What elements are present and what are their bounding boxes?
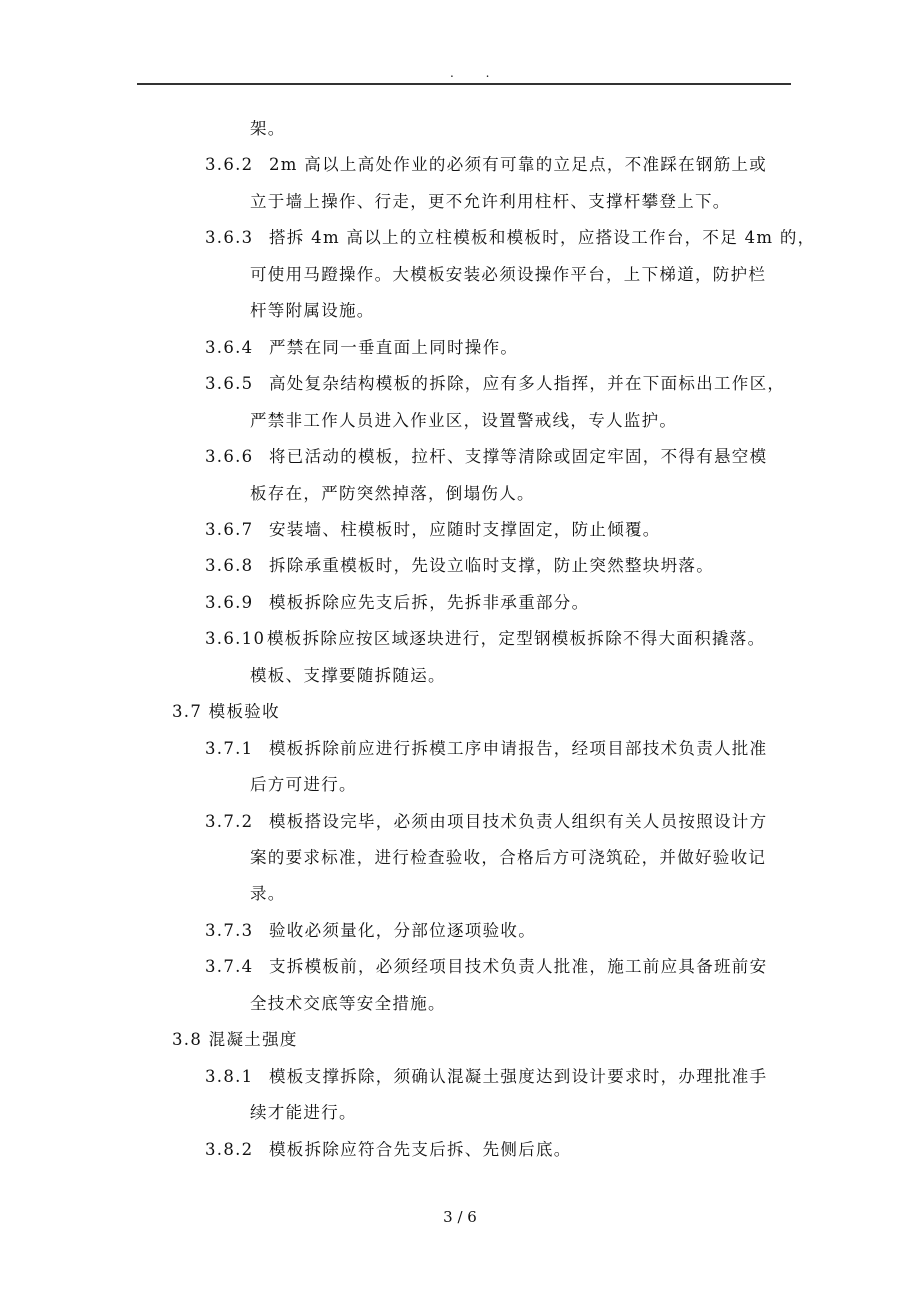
- page-number: 3 / 6: [443, 1208, 477, 1226]
- clause-text: 模板拆除应按区域逐块进行，定型钢模板拆除不得大面积撬落。: [267, 629, 766, 649]
- clause-text: 模板搭设完毕，必须由项目技术负责人组织有关人员按照设计方: [269, 811, 768, 831]
- section-heading: 3.8 混凝土强度: [172, 1030, 298, 1050]
- clause-text: 拆除承重模板时，先设立临时支撑，防止突然整块坍落。: [269, 556, 714, 576]
- clause-text: 模板拆除应符合先支后拆、先侧后底。: [269, 1139, 572, 1159]
- paragraph-line: 立于墙上操作、行走，更不允许利用柱杆、支撑杆攀登上下。: [250, 191, 731, 211]
- clause-number: 3.6.9: [205, 592, 254, 612]
- paragraph-line: 可使用马蹬操作。大模板安装必须设操作平台，上下梯道，防护栏: [250, 264, 767, 284]
- paragraph-line: 后方可进行。: [250, 775, 357, 795]
- clause-number: 3.8.1: [205, 1066, 254, 1086]
- clause-text: 安装墙、柱模板时，应随时支撑固定，防止倾覆。: [269, 519, 661, 539]
- paragraph-line: 模板、支撑要随拆随运。: [250, 665, 446, 685]
- clause-number: 3.6.10: [205, 629, 266, 649]
- clause-number: 3.6.7: [205, 519, 254, 539]
- clause-number: 3.8.2: [205, 1139, 254, 1159]
- clause-number: 3.7.3: [205, 920, 254, 940]
- clause-text: 搭拆 4m 高以上的立柱模板和模板时，应搭设工作台，不足 4m 的，: [269, 228, 816, 248]
- paragraph-line: 板存在，严防突然掉落，倒塌伤人。: [250, 483, 535, 503]
- clause-number: 3.6.5: [205, 374, 254, 394]
- clause-text: 模板支撑拆除，须确认混凝土强度达到设计要求时，办理批准手: [269, 1066, 768, 1086]
- clause-text: 高处复杂结构模板的拆除，应有多人指挥，并在下面标出工作区，: [269, 374, 786, 394]
- clause-text: 模板拆除应先支后拆，先拆非承重部分。: [269, 592, 590, 612]
- clause-number: 3.6.8: [205, 556, 254, 576]
- header-rule: [137, 83, 791, 85]
- clause-number: 3.6.4: [205, 337, 254, 357]
- clause-number: 3.7.1: [205, 738, 254, 758]
- section-heading: 3.7 模板验收: [172, 702, 280, 722]
- clause-text: 模板拆除前应进行拆模工序申请报告，经项目部技术负责人批准: [269, 738, 768, 758]
- paragraph-line: 全技术交底等安全措施。: [250, 993, 446, 1013]
- clause-text: 将已活动的模板，拉杆、支撑等清除或固定牢固，不得有悬空模: [269, 447, 768, 467]
- clause-text: 验收必须量化，分部位逐项验收。: [269, 920, 536, 940]
- clause-number: 3.6.6: [205, 447, 254, 467]
- header-dots: . .: [450, 66, 504, 80]
- clause-number: 3.7.2: [205, 811, 254, 831]
- paragraph-line: 案的要求标准，进行检查验收，合格后方可浇筑砼，并做好验收记: [250, 848, 767, 867]
- clause-text: 支拆模板前，必须经项目技术负责人批准，施工前应具备班前安: [269, 957, 768, 977]
- paragraph-line: 续才能进行。: [250, 1103, 357, 1123]
- clause-text: 2m 高以上高处作业的必须有可靠的立足点，不准踩在钢筋上或: [269, 155, 768, 175]
- paragraph-line: 架。: [250, 119, 286, 138]
- paragraph-line: 严禁非工作人员进入作业区，设置警戒线，专人监护。: [250, 410, 678, 430]
- paragraph-line: 录。: [250, 884, 286, 904]
- paragraph-line: 杆等附属设施。: [250, 301, 375, 321]
- clause-number: 3.6.3: [205, 228, 254, 248]
- clause-number: 3.7.4: [205, 957, 254, 977]
- clause-number: 3.6.2: [205, 155, 254, 175]
- clause-text: 严禁在同一垂直面上同时操作。: [269, 337, 519, 357]
